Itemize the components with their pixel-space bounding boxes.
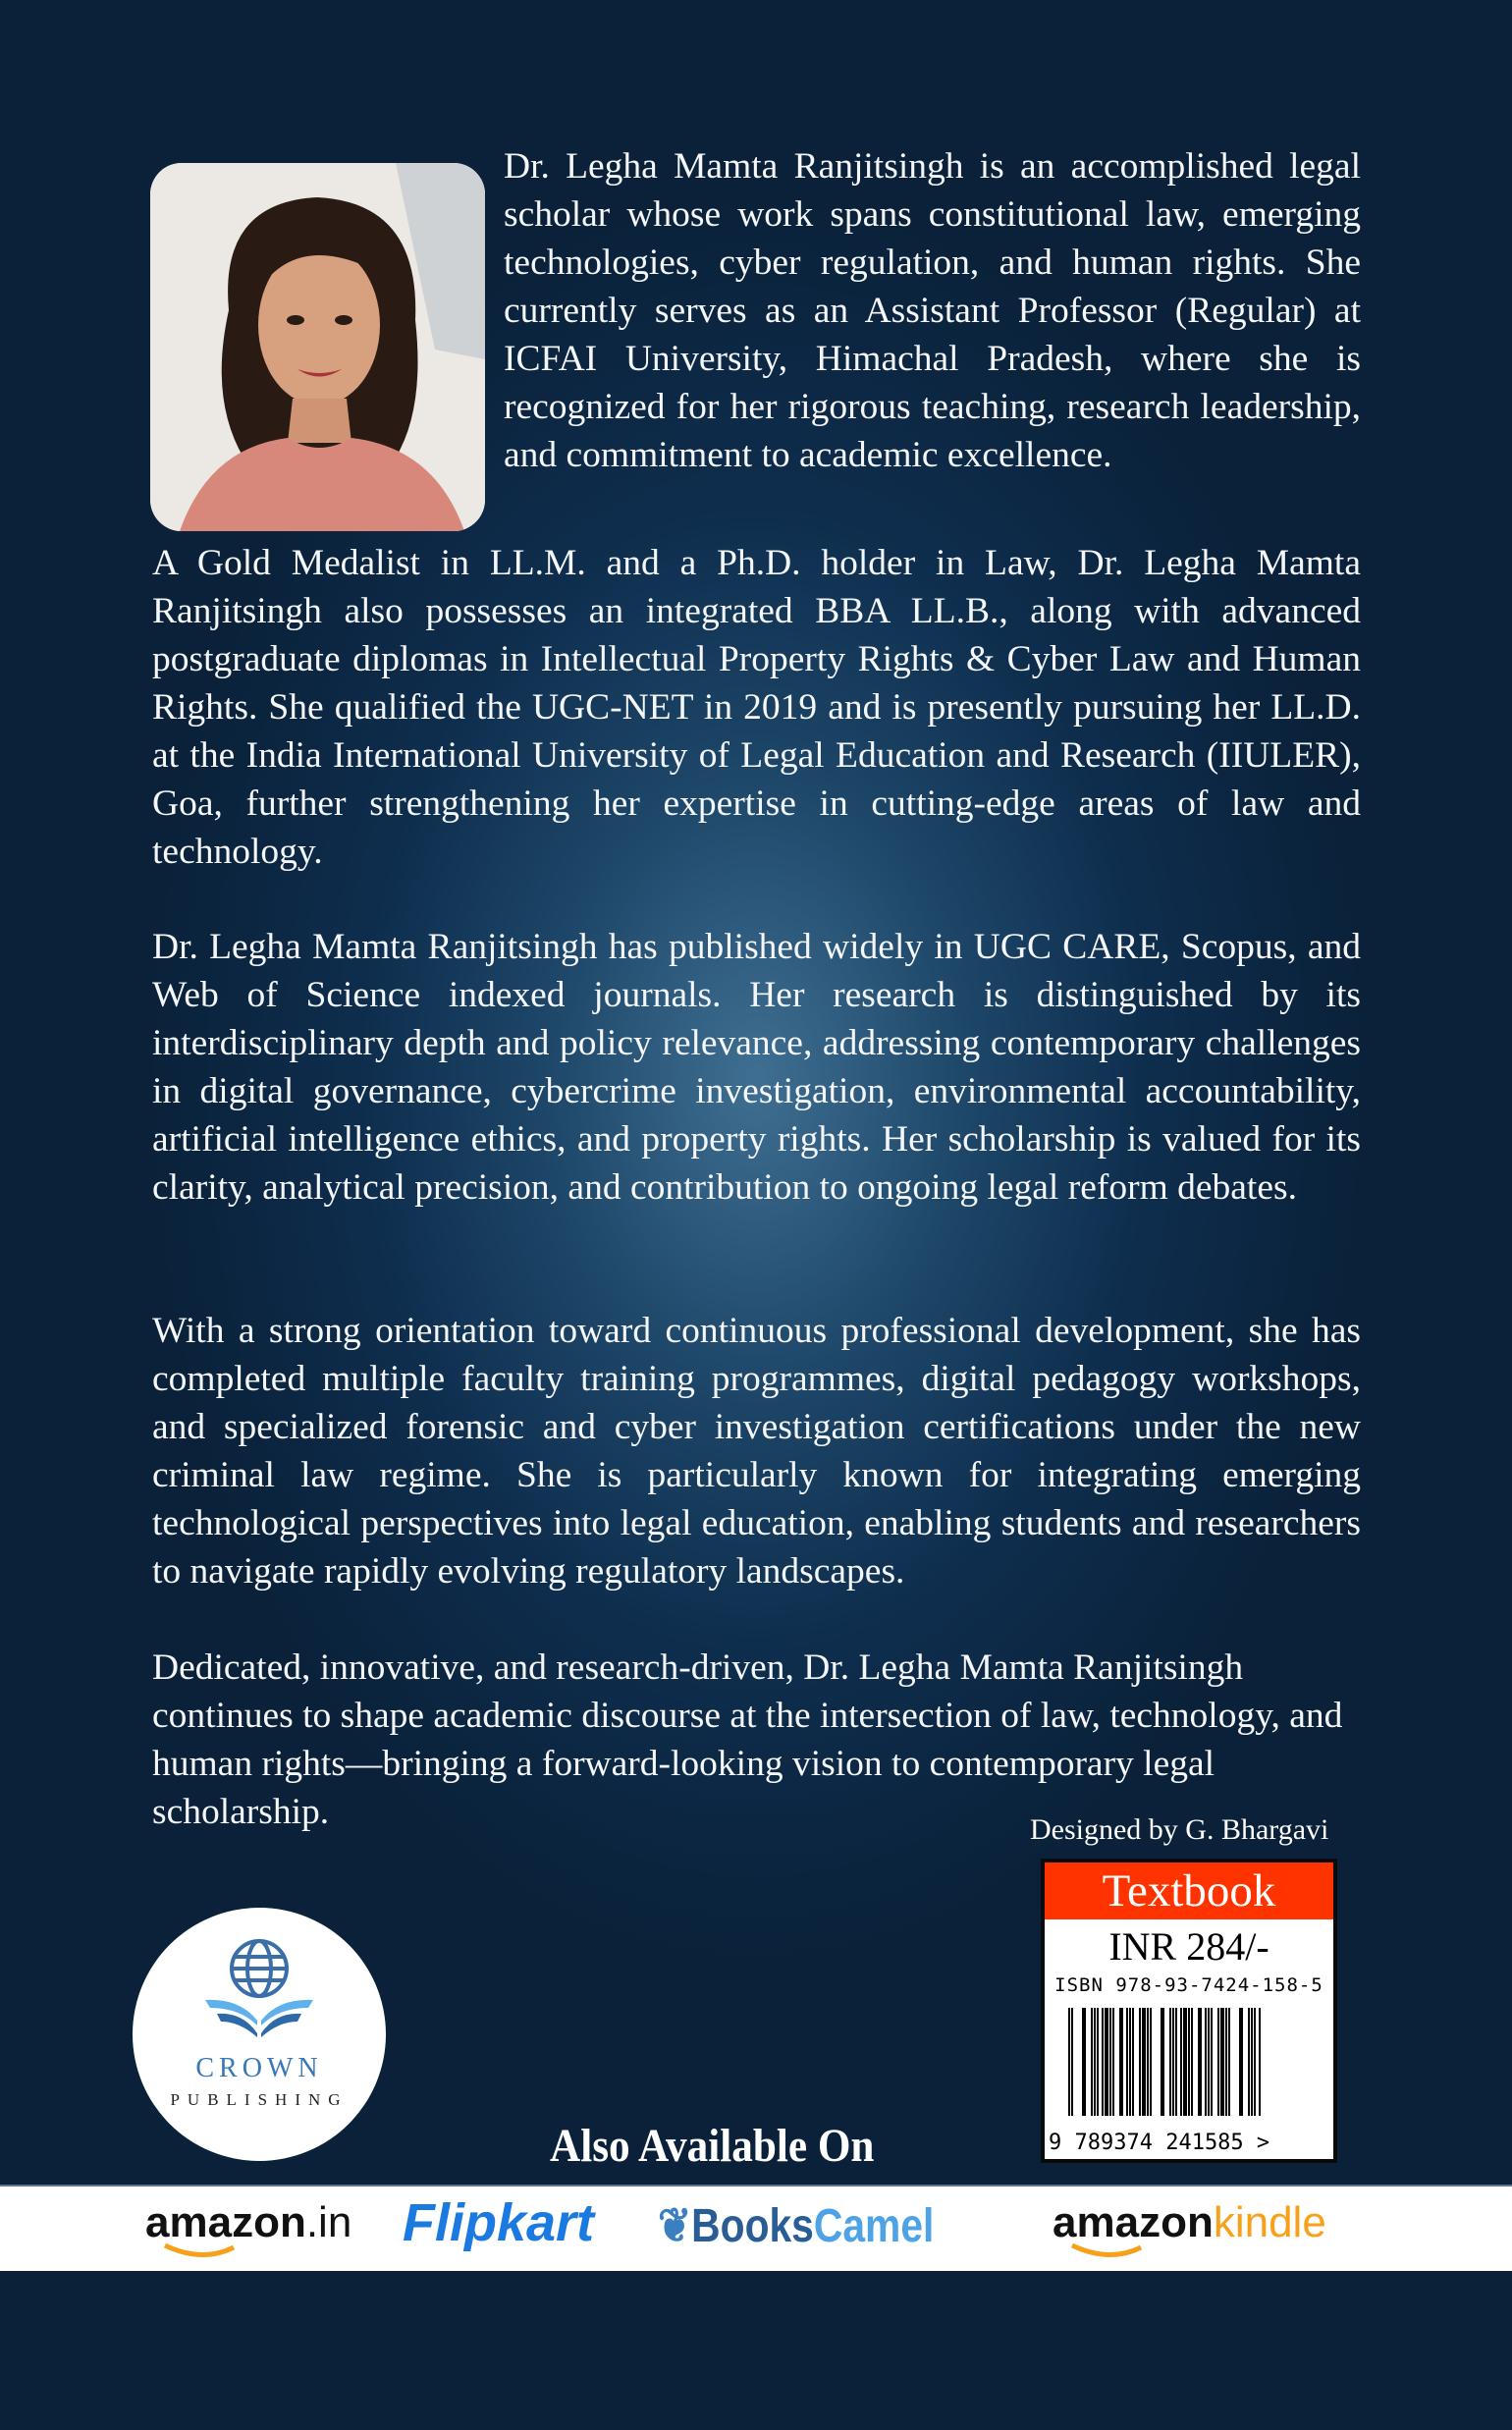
price-barcode-box	[1041, 1859, 1337, 2163]
barcode-bar	[1248, 2008, 1250, 2116]
barcode-bar	[1147, 2008, 1149, 2116]
barcode-bar	[1208, 2008, 1210, 2116]
store-logos-band	[0, 2185, 1512, 2271]
store-suffix: Camel	[813, 2200, 935, 2252]
barcode-bar	[1112, 2008, 1114, 2116]
store-name: Books	[691, 2200, 814, 2252]
book-flower-icon: ❦	[658, 2200, 692, 2252]
barcode-bar	[1132, 2008, 1134, 2116]
category-label: Textbook	[1045, 1863, 1333, 1919]
publisher-logo	[133, 1908, 386, 2161]
amazon-in-logo[interactable]	[145, 2198, 351, 2247]
publisher-name: CROWN	[195, 2053, 323, 2083]
author-photo	[150, 163, 485, 531]
barcode-bar	[1068, 2008, 1070, 2116]
bio-paragraph-4: With a strong orientation toward continuous professional development, she has completed multiple faculty training programmes, digital pedagogy workshops, and specialized forensic and cyber investigation certifications under the new criminal law regime. She is particularly known for integrating emerging technological perspectives into legal education, enabling students and researchers to navigate rapidly evolving regulatory landscapes.	[152, 1311, 1361, 1592]
store-name: amazon	[145, 2198, 306, 2246]
barcode-bar	[1071, 2008, 1073, 2116]
barcode-bar	[1105, 2008, 1108, 2116]
price: INR 284/-	[1108, 1924, 1269, 1969]
barcode-bar	[1169, 2008, 1171, 2116]
barcode-bar	[1198, 2008, 1202, 2116]
barcode-bar	[1225, 2008, 1227, 2116]
barcode-bar	[1150, 2008, 1152, 2116]
store-suffix: .in	[305, 2198, 352, 2246]
barcode-bar	[1126, 2008, 1128, 2116]
barcode-bar	[1259, 2008, 1261, 2116]
designer-credit: Designed by G. Bhargavi	[1030, 1813, 1329, 1846]
barcode-bar	[1161, 2008, 1164, 2116]
barcode-bar	[1172, 2008, 1174, 2116]
bio-paragraph-3: Dr. Legha Mamta Ranjitsingh has published widely in UGC CARE, Scopus, and Web of Science indexed journals. Her research is distinguished by its interdisciplinary depth and policy relevance, addressing contemporary challenges in digital governance, cybercrime investigation, environmental accountability, artificial intelligence ethics, and property rights. Her scholarship is valued for its clarity, analytical precision, and contribution to ongoing legal reform debates.	[152, 927, 1361, 1208]
isbn: ISBN 978-93-7424-158-5	[1054, 1974, 1323, 1996]
barcode-bar	[1188, 2008, 1190, 2116]
barcode-bar	[1183, 2008, 1187, 2116]
publisher-subname: PUBLISHING	[170, 2090, 349, 2109]
barcode-bar	[1175, 2008, 1177, 2116]
amazon-smile-icon	[1070, 2241, 1149, 2261]
barcode-number: 9 789374 241585 >	[1049, 2131, 1270, 2155]
barcode-bar	[1129, 2008, 1131, 2116]
barcode	[1068, 2008, 1265, 2137]
also-available-heading: Also Available On	[550, 2120, 875, 2172]
amazon-smile-icon	[163, 2241, 242, 2261]
store-suffix: kindle	[1213, 2198, 1326, 2246]
globe-book-icon	[205, 1937, 313, 2050]
barcode-bar	[1239, 2008, 1243, 2116]
barcode-bar	[1119, 2008, 1123, 2116]
store-name: amazon	[1053, 2198, 1214, 2246]
barcode-bar	[1217, 2008, 1219, 2116]
bookscamel-logo[interactable]	[658, 2198, 934, 2253]
barcode-bar	[1097, 2008, 1099, 2116]
barcode-bar	[1254, 2008, 1256, 2116]
barcode-bar	[1102, 2008, 1104, 2116]
barcode-bar	[1205, 2008, 1207, 2116]
barcode-bar	[1091, 2008, 1093, 2116]
bio-paragraph-5: Dedicated, innovative, and research-driven, Dr. Legha Mamta Ranjitsingh continues to shape academic discourse at the intersection of law, technology, and human rights—bringing a forward-looking vision to contemporary legal scholarship.	[152, 1647, 1343, 1832]
amazon-kindle-logo[interactable]	[1053, 2198, 1326, 2247]
bio-paragraph-2: A Gold Medalist in LL.M. and a Ph.D. holder in Law, Dr. Legha Mamta Ranjitsingh also possesses an integrated BBA LL.B., along with advanced postgraduate diplomas in Intellectual Property Rights & Cyber Law and Human Rights. She qualified the UGC-NET in 2019 and is presently pursuing her LL.D. at the India International University of Legal Education and Research (IIULER), Goa, further strengthening her expertise in cutting-edge areas of law and technology.	[152, 543, 1361, 872]
barcode-bar	[1251, 2008, 1253, 2116]
barcode-bar	[1191, 2008, 1193, 2116]
barcode-bar	[1082, 2008, 1086, 2116]
barcode-bar	[1211, 2008, 1213, 2116]
barcode-bar	[1142, 2008, 1146, 2116]
flipkart-logo[interactable]: Flipkart	[403, 2193, 595, 2252]
barcode-bar	[1228, 2008, 1230, 2116]
barcode-bar	[1094, 2008, 1096, 2116]
barcode-bar	[1139, 2008, 1141, 2116]
barcode-bar	[1220, 2008, 1224, 2116]
bio-paragraph-1: Dr. Legha Mamta Ranjitsingh is an accomplished legal scholar whose work spans constitutional law, emerging technologies, cyber regulation, and human rights. She currently serves as an Assistant Professor (Regular) at ICFAI University, Himachal Pradesh, where she is recognized for her rigorous teaching, research leadership, and commitment to academic excellence.	[504, 146, 1361, 475]
barcode-bar	[1180, 2008, 1182, 2116]
barcode-bar	[1109, 2008, 1111, 2116]
